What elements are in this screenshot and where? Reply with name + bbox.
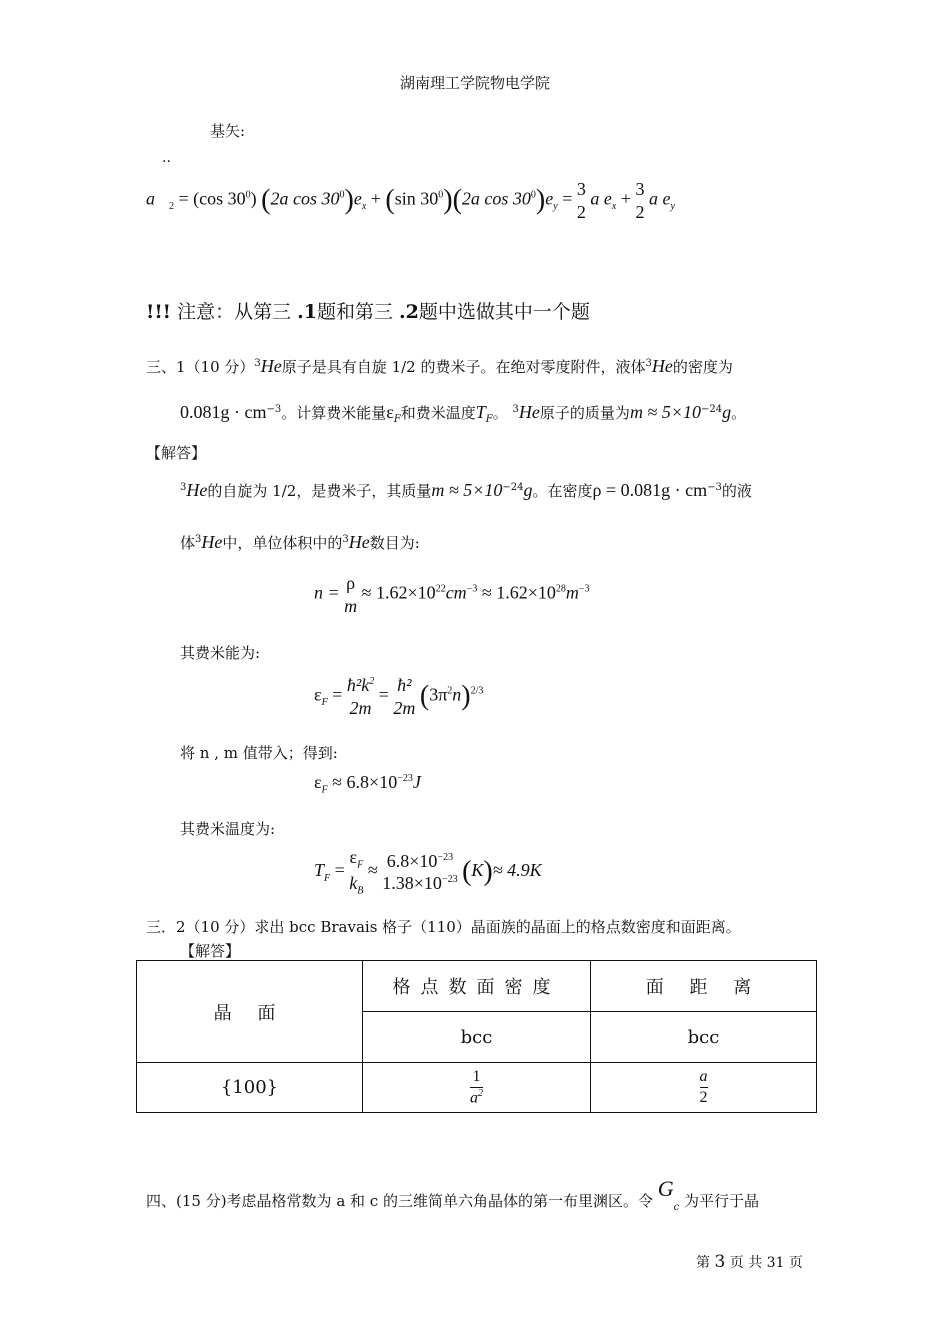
sub-b: B xyxy=(357,885,364,897)
eps-2: ε xyxy=(314,684,322,705)
he-sup-4: 3 xyxy=(180,482,187,493)
sub-density: bcc xyxy=(363,1012,591,1063)
he-1: He xyxy=(260,356,282,376)
frac-3-2-b: 3 2 xyxy=(635,179,645,222)
fermi-temp-equation: $T_F$ = $\varepsilon_F$ $k_B$ ≈ $6.8\times 10^{-23}$ $1.38\times 10^{-23}$ (K)≈ 4.9K xyxy=(314,847,542,897)
vector-a-symbol: a⃗ xyxy=(146,188,170,209)
n-exp-2: 28 xyxy=(555,583,566,595)
unit-e-x: e xyxy=(353,188,362,209)
frac-hbar xyxy=(393,674,415,719)
paren-close-icon-4: ) xyxy=(461,680,471,712)
t-1: T xyxy=(475,402,486,422)
paren-close-icon-2: )( xyxy=(443,184,462,216)
q31-t1: 原子是具有自旋 xyxy=(281,358,387,376)
q32-answer-label: 【解答】 xyxy=(180,942,241,960)
eps-3: ε xyxy=(314,772,322,792)
notice-text-1: 注意：从第三 xyxy=(177,301,292,323)
den-val: 1.38×10 xyxy=(382,873,442,894)
notice-text-3: 题中选做其中一个题 xyxy=(418,301,590,323)
row-face: {100} xyxy=(137,1063,363,1113)
hbar2: ħ² xyxy=(397,675,412,695)
answer1-line1 xyxy=(180,480,752,501)
q31-t8: 。 xyxy=(731,404,747,422)
kb: k xyxy=(349,873,358,894)
q31-t5: 和费米温度 xyxy=(400,404,476,422)
three-pi: 3π xyxy=(429,684,448,705)
frac-values xyxy=(382,850,457,895)
q31-mass: m ≈ 5×10 xyxy=(629,402,701,422)
g-1: g xyxy=(722,402,732,422)
eps-val: ≈ 6.8×10 xyxy=(332,772,398,792)
two-m-1: 2m xyxy=(349,697,372,718)
he-sup-5: 3 xyxy=(195,534,202,545)
n-sym: n xyxy=(452,684,462,705)
equals-2: = xyxy=(562,188,573,209)
cm-exp: −3 xyxy=(466,583,478,595)
term-ae-x: a e xyxy=(590,188,612,209)
he-sup-1: 3 xyxy=(254,358,261,369)
sub-c: c xyxy=(673,1202,680,1213)
a1-l1d: 的液 xyxy=(721,482,752,500)
m-unit: m xyxy=(565,582,579,603)
substitute-line: 将 n , m 值带入；得到: xyxy=(180,744,338,762)
a1-l2c: 数目为: xyxy=(369,534,420,552)
q31-line2 xyxy=(180,402,746,425)
sub-f-2: F xyxy=(485,414,493,425)
frac-eps-kb xyxy=(349,846,363,898)
q4-text-1: 四、(15 分)考虑晶格常数为 a 和 c 的三维简单六角晶体的第一布里渊区。令 xyxy=(146,1192,653,1210)
term-2a-cos-2: 2a cos 30 xyxy=(461,188,531,209)
paren-open-icon: ( xyxy=(261,184,271,216)
notice-n1: .1 xyxy=(297,301,317,323)
paren-close-icon-3: ) xyxy=(535,184,546,216)
table-row xyxy=(137,1063,817,1113)
m-exp: −3 xyxy=(578,583,590,595)
term-ae-y: a e xyxy=(648,188,671,209)
fermi-energy-equation: $\varepsilon_F$ = $ħ^2k^2$ 2m = ħ² 2m $(3\pi^2n)^{2/3}$ xyxy=(314,675,484,718)
sub-f-5: F xyxy=(324,872,331,884)
sub-distance: bcc xyxy=(591,1012,817,1063)
temp-result: ≈ 4.9K xyxy=(492,860,542,881)
j-unit: J xyxy=(412,772,421,792)
a1-rho-eq: ρ = 0.081g · cm xyxy=(592,480,708,500)
a1-g: g xyxy=(523,480,533,500)
notice-prefix: !!! xyxy=(146,301,172,323)
unit-e-y: e xyxy=(545,188,554,209)
notice-text-2: 题和第三 xyxy=(316,301,393,323)
n-val-1: ≈ 1.62×10 xyxy=(361,582,436,603)
g-vector: G xyxy=(657,1176,674,1201)
k-paren: K xyxy=(471,860,484,881)
a1-mass-exp: −24 xyxy=(502,482,524,493)
eps-result xyxy=(314,772,421,796)
row-density xyxy=(363,1063,591,1113)
basis-label: 基矢: xyxy=(210,122,246,140)
a1-l1b: 1/2，是费米子，其质量 xyxy=(272,482,432,500)
eq-cos: = (cos 30 xyxy=(178,188,246,209)
table-header-row xyxy=(137,961,817,1012)
q31-t4: 。计算费米能量 xyxy=(281,404,387,422)
notice-line xyxy=(146,297,590,324)
row-distance xyxy=(591,1063,817,1113)
q31-line1 xyxy=(146,356,733,377)
he-5: He xyxy=(201,532,223,552)
paren-close-1: ) xyxy=(250,188,262,209)
n-equation xyxy=(314,572,590,617)
a1-mass: m ≈ 5×10 xyxy=(431,480,503,500)
den-exp: −23 xyxy=(441,874,458,886)
he-3: He xyxy=(518,402,540,422)
q31-t2: 的费米子。在绝对零度附件，液体 xyxy=(420,358,646,376)
sub-f-3: F xyxy=(321,697,328,709)
sub-f-6: F xyxy=(357,859,364,871)
vector-a-sub: 2 xyxy=(169,201,175,213)
n-val-2: ≈ 1.62×10 xyxy=(481,582,556,603)
deg-2: 0 xyxy=(339,189,345,201)
he-sup-2: 3 xyxy=(645,358,652,369)
footer-pre: 第 xyxy=(696,1255,710,1271)
a1-l2b: 中，单位体积中的 xyxy=(222,534,343,552)
term-sin: sin 30 xyxy=(394,188,439,209)
q31-t7: 原子的质量为 xyxy=(539,404,630,422)
basis-equation xyxy=(146,178,675,223)
exp-2-3: 2/3 xyxy=(470,685,484,697)
he-sup-6: 3 xyxy=(342,534,349,545)
deg-4: 0 xyxy=(530,189,536,201)
header-face: 晶 面 xyxy=(137,961,363,1063)
paren-open-icon-3: ( xyxy=(419,680,430,712)
n-exp-1: 22 xyxy=(435,583,446,595)
q31-t6: 。 xyxy=(492,404,508,422)
n-lhs: n = xyxy=(314,582,340,603)
sub-f-1: F xyxy=(393,414,401,425)
eps-1: ε xyxy=(386,402,394,422)
he-6: He xyxy=(348,532,370,552)
he-sup-3: 3 xyxy=(512,404,519,415)
basis-mark: .. xyxy=(162,150,171,166)
q31-lead: 三、1（10 分） xyxy=(146,358,255,376)
a1-l2a: 体 xyxy=(180,534,196,552)
eps-4: ε xyxy=(349,847,358,867)
footer-mid: 页 共 31 页 xyxy=(729,1255,803,1271)
header-density: 格点数面密度 xyxy=(363,961,591,1012)
distance-frac: $\frac{a}{2}$ xyxy=(699,1068,708,1106)
crystal-table xyxy=(136,960,817,1113)
q4-line xyxy=(146,1176,760,1213)
paren-open-icon-4: ( xyxy=(462,856,472,888)
frac-rho-m: ρ m xyxy=(344,573,358,616)
a1-l1a: 的自旋为 xyxy=(207,482,268,500)
q31-t3: 的密度为 xyxy=(672,358,733,376)
num-val: 6.8×10 xyxy=(386,850,438,871)
paren-open-icon-2: ( xyxy=(385,184,395,216)
sub-x-1: x xyxy=(361,201,367,213)
sub-f-4: F xyxy=(321,784,328,796)
two-m-2: 2m xyxy=(393,697,416,718)
paren-close-icon-5: ) xyxy=(483,856,493,888)
dens-exp: −3 xyxy=(266,404,282,415)
density-frac: $\frac{1}{a^2}$ xyxy=(470,1067,483,1107)
footer-page: 3 xyxy=(714,1252,726,1272)
fermi-energy-label: 其费米能为: xyxy=(180,644,261,662)
q31-density: 0.081g · cm xyxy=(180,402,267,422)
plus-1: + xyxy=(370,188,381,209)
answer1-line2 xyxy=(180,532,420,553)
a1-rho-exp: −3 xyxy=(707,482,722,493)
page-header: 湖南理工学院物电学院 xyxy=(399,74,550,92)
sub-y-2: y xyxy=(670,201,675,213)
notice-n2: .2 xyxy=(399,301,419,323)
t-2: T xyxy=(314,860,325,881)
he-4: He xyxy=(186,480,208,500)
he-2: He xyxy=(651,356,673,376)
header-distance: 面 距 离 xyxy=(591,961,817,1012)
cm-unit: cm xyxy=(445,582,467,603)
answer1-label: 【解答】 xyxy=(146,444,207,462)
frac-hbar-k: $ħ^2k^2$ 2m xyxy=(346,675,375,718)
frac-3-2-a: 3 2 xyxy=(576,179,586,222)
page-footer xyxy=(696,1252,803,1272)
plus-2: + xyxy=(620,188,631,209)
q31-spin: 1/2 xyxy=(391,358,416,376)
sub-x-2: x xyxy=(611,201,617,213)
deg-3: 0 xyxy=(438,189,444,201)
paren-close-icon: ) xyxy=(344,184,354,216)
deg-1: 0 xyxy=(245,189,251,201)
sub-y-1: y xyxy=(553,201,558,213)
q4-text-2: 为平行于晶 xyxy=(684,1192,760,1210)
eps-exp: −23 xyxy=(397,773,413,784)
term-2a-cos-1: 2a cos 30 xyxy=(270,188,340,209)
q32-text: 三．2（10 分）求出 bcc Bravais 格子（110）晶面族的晶面上的格点数密度和面距离。 xyxy=(146,918,741,936)
a1-l1c: 。在密度 xyxy=(532,482,593,500)
num-exp: −23 xyxy=(437,851,454,863)
hbar2k2: ħ²k xyxy=(346,675,370,695)
approx-1: ≈ xyxy=(367,860,378,881)
fermi-temp-label: 其费米温度为: xyxy=(180,820,276,838)
mass-exp: −24 xyxy=(700,404,723,415)
